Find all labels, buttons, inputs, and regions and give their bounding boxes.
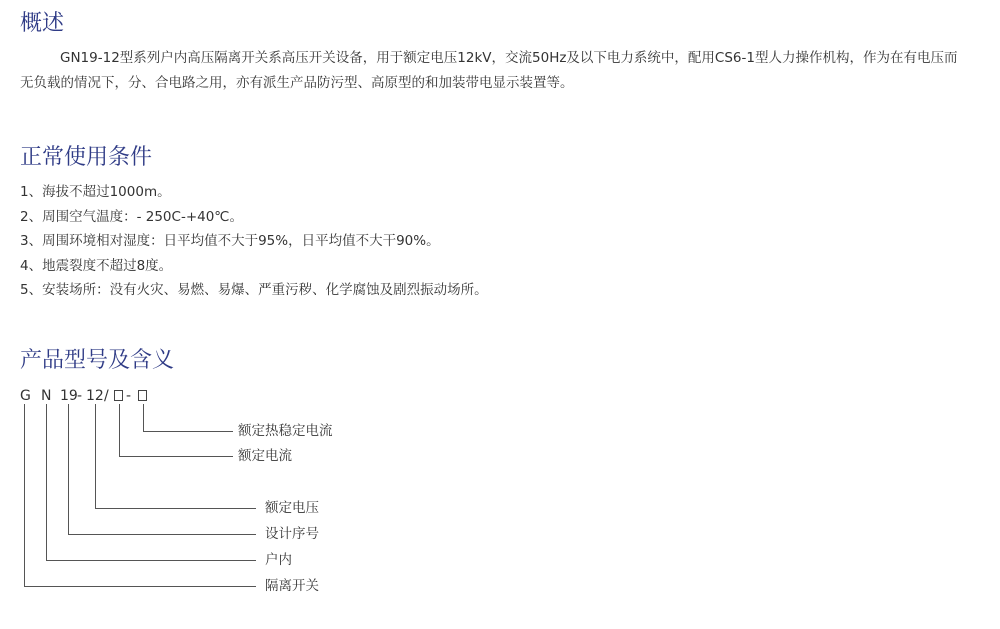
connector-line bbox=[143, 431, 233, 432]
code-dash: - bbox=[126, 388, 132, 404]
label-rated-current: 额定电流 bbox=[238, 448, 292, 464]
label-design-number: 设计序号 bbox=[265, 526, 319, 542]
list-item: 2、周围空气温度：- 250C-+40℃。 bbox=[20, 208, 243, 225]
connector-line bbox=[95, 508, 256, 509]
overview-paragraph: GN19-12型系列户内高压隔离开关系高压开关设备，用于额定电压12kV，交流50Hz及以下电力系统中，配用CS6-1型人力操作机构，作为在有电压而无负载的情况下，分、合电路之用，亦有派生产品防污型、高原型的和加装带电显示装置等。 bbox=[20, 50, 958, 91]
model-title: 产品型号及含义 bbox=[20, 348, 175, 373]
code-box-thermal bbox=[138, 390, 147, 401]
connector-line bbox=[24, 586, 256, 587]
list-item: 5、安装场所：没有火灾、易燃、易爆、严重污秽、化学腐蚀及剧烈振动场所。 bbox=[20, 282, 488, 299]
code-box-current bbox=[114, 390, 123, 401]
code-voltage: 12 bbox=[86, 388, 104, 404]
code-slash: / bbox=[104, 388, 109, 404]
connector-line bbox=[119, 456, 233, 457]
label-isolating-switch: 隔离开关 bbox=[265, 578, 319, 594]
overview-title: 概述 bbox=[20, 11, 65, 36]
connector-line bbox=[95, 404, 96, 509]
code-dash: - bbox=[77, 388, 83, 404]
connector-line bbox=[143, 404, 144, 432]
code-series: 19 bbox=[60, 388, 78, 404]
list-item: 1、海拔不超过1000m。 bbox=[20, 184, 171, 200]
conditions-title: 正常使用条件 bbox=[20, 145, 153, 170]
conditions-list bbox=[20, 180, 488, 303]
code-letter-g: G bbox=[20, 388, 31, 404]
connector-line bbox=[24, 404, 25, 587]
label-thermal-current: 额定热稳定电流 bbox=[238, 423, 333, 439]
list-item: 3、周围环境相对湿度：日平均值不大于95%，日平均值不大干90%。 bbox=[20, 233, 440, 250]
connector-line bbox=[46, 560, 256, 561]
connector-line bbox=[46, 404, 47, 561]
code-letter-n: N bbox=[41, 388, 52, 404]
connector-line bbox=[119, 404, 120, 457]
label-indoor: 户内 bbox=[265, 552, 292, 568]
list-item: 4、地震裂度不超过8度。 bbox=[20, 257, 173, 274]
connector-line bbox=[68, 404, 69, 535]
connector-line bbox=[68, 534, 256, 535]
label-rated-voltage: 额定电压 bbox=[265, 500, 319, 516]
